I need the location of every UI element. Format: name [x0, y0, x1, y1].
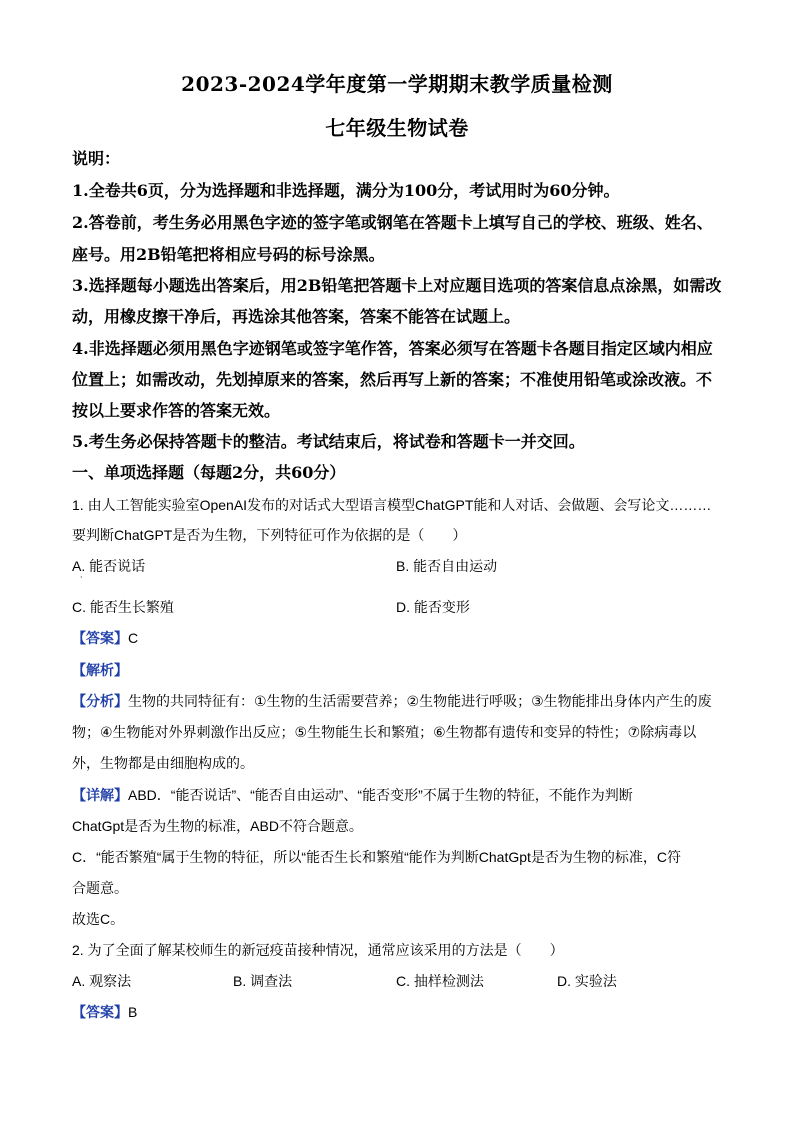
section-heading: 一、单项选择题（每题2分，共60分）: [72, 463, 346, 482]
fenxi-text: 外，生物都是由细胞构成的。: [72, 755, 254, 771]
instructions-heading: 说明：: [72, 149, 121, 168]
fenxi-line: [72, 691, 732, 711]
analysis-tag: 【解析】: [72, 662, 128, 678]
instruction-line: 5.考生务必保持答题卡的整洁。考试结束后，将试卷和答题卡一并交回。: [72, 432, 585, 451]
question-stem: 要判断ChatGPT是否为生物，下列特征可作为依据的是（ ）: [72, 527, 467, 543]
answer-line: [72, 628, 732, 648]
option-c: C. 能否生长繁殖: [72, 599, 174, 615]
page-subtitle: 七年级生物试卷: [325, 116, 469, 140]
option-b: B. 调查法: [233, 973, 293, 989]
fenxi-tag: 【分析】: [72, 693, 128, 709]
answer-value: B: [128, 1004, 138, 1020]
page-title: 2023-2024学年度第一学期期末教学质量检测: [181, 72, 613, 96]
analysis-line: [72, 660, 732, 680]
instruction-line: 动，用橡皮擦干净后，再选涂其他答案，答案不能答在试题上。: [72, 307, 521, 326]
fenxi-text: 物；④生物能对外界刺激作出反应；⑤生物能生长和繁殖；⑥生物都有遗传和变异的特性；⑦除病毒以: [72, 724, 697, 740]
option-d: D. 能否变形: [396, 599, 470, 615]
answer-value: C: [128, 630, 139, 646]
instruction-line: 2.答卷前，考生务必用黑色字迹的签字笔或钢笔在答题卡上填写自己的学校、班级、姓名、: [72, 213, 713, 232]
answer-tag: 【答案】: [72, 630, 128, 646]
instruction-line: 4.非选择题必须用黑色字迹钢笔或签字笔作答，答案必须写在答题卡各题目指定区域内相应: [72, 339, 713, 358]
xiangjie-tag: 【详解】: [72, 787, 128, 803]
option-b: B. 能否自由运动: [396, 558, 498, 574]
option-d: D. 实验法: [557, 973, 617, 989]
question-stem: 2. 为了全面了解某校师生的新冠疫苗接种情况，通常应该采用的方法是（ ）: [72, 942, 564, 958]
xiangjie-text: ChatGpt是否为生物的标准，ABD不符合题意。: [72, 818, 363, 834]
xiangjie-text: 合题意。: [72, 880, 128, 896]
fenxi-text: 生物的共同特征有：①生物的生活需要营养；②生物能进行呼吸；③生物能排出身体内产生的废: [128, 693, 712, 709]
answer-line: [72, 1002, 732, 1022]
option-a: A. 观察法: [72, 973, 132, 989]
instruction-line: 1.全卷共6页，分为选择题和非选择题，满分为100分，考试用时为60分钟。: [72, 181, 620, 200]
xiangjie-text: 故选C。: [72, 911, 125, 927]
option-a: A. 能否说话: [72, 558, 146, 574]
instruction-line: 按以上要求作答的答案无效。: [72, 401, 281, 420]
xiangjie-text: C．“能否繁殖“属于生物的特征，所以“能否生长和繁殖“能作为判断ChatGpt是否为生物的标准，C符: [72, 849, 682, 865]
answer-tag: 【答案】: [72, 1004, 128, 1020]
instruction-line: 座号。用2B铅笔把将相应号码的标号涂黑。: [72, 245, 385, 264]
option-c: C. 抽样检测法: [396, 973, 484, 989]
xiangjie-line: [72, 785, 732, 805]
xiangjie-text: ABD．“能否说话”、“能否自由运动”、“能否变形”不属于生物的特征，不能作为判断: [128, 787, 633, 803]
stray-dot: ·: [80, 573, 83, 582]
instruction-line: 3.选择题每小题选出答案后，用2B铅笔把答题卡上对应题目选项的答案信息点涂黑，如需改: [72, 276, 722, 295]
question-stem: 1. 由人工智能实验室OpenAI发布的对话式大型语言模型ChatGPT能和人对话、会做题、会写论文………: [72, 497, 712, 513]
instruction-line: 位置上；如需改动，先划掉原来的答案，然后再写上新的答案；不准使用铅笔或涂改液。不: [72, 370, 713, 389]
